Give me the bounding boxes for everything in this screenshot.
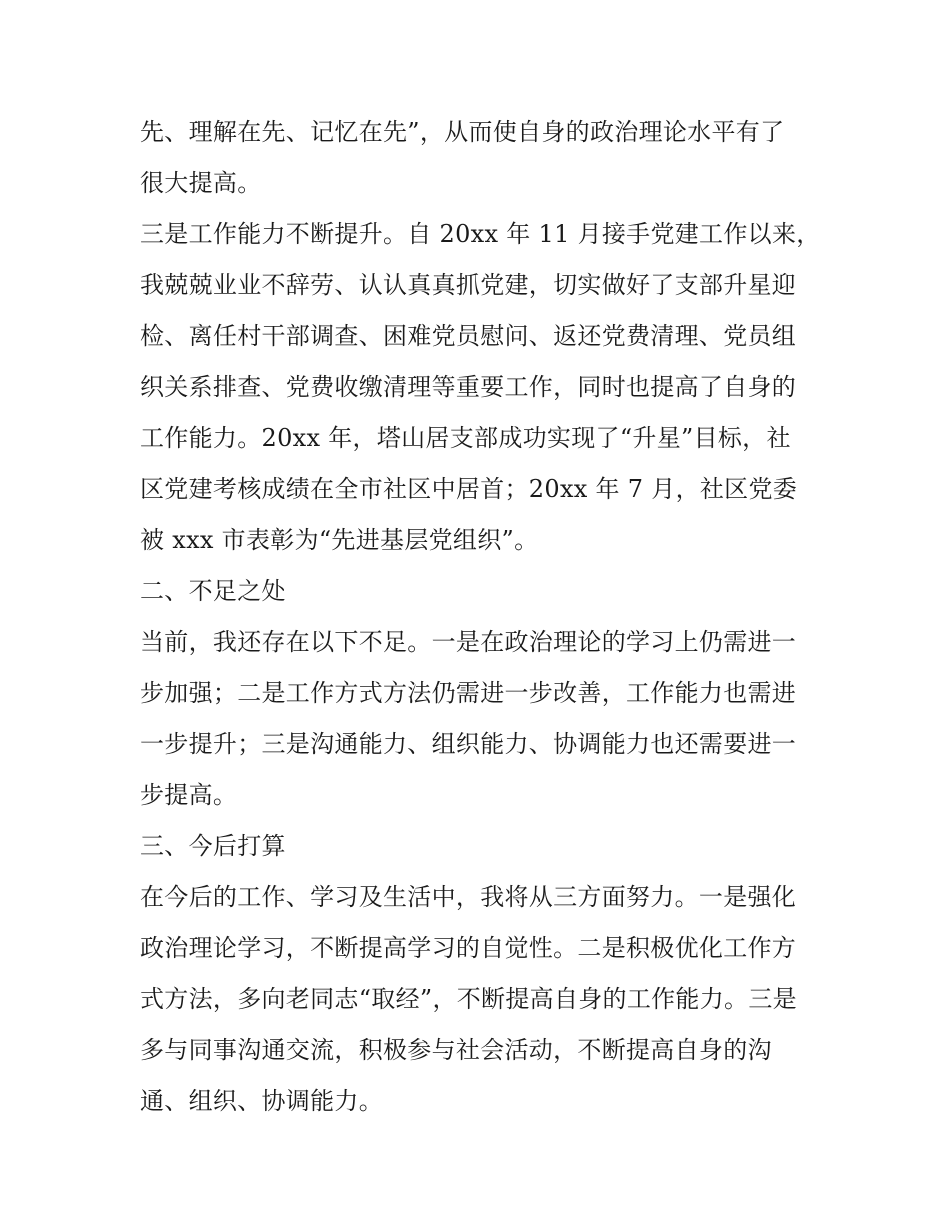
- text-line: 步加强；二是工作方式方法仍需进一步改善，工作能力也需进: [140, 679, 797, 707]
- text-line: 检、离任村干部调查、困难党员慰问、返还党费清理、党员组: [140, 322, 797, 350]
- text-line: 当前，我还存在以下不足。一是在政治理论的学习上仍需进一: [140, 628, 797, 656]
- text-line: 通、组织、协调能力。: [140, 1087, 383, 1115]
- text-line: 三是工作能力不断提升。自 20xx 年 11 月接手党建工作以来，: [140, 220, 821, 248]
- section-heading-shortcomings: 二、不足之处: [140, 577, 286, 605]
- text-line: 先、理解在先、记忆在先”，从而使自身的政治理论水平有了: [140, 118, 785, 146]
- text-line: 步提高。: [140, 781, 238, 809]
- text-line: 在今后的工作、学习及生活中，我将从三方面努力。一是强化: [140, 883, 797, 911]
- text-line: 织关系排查、党费收缴清理等重要工作，同时也提高了自身的: [140, 373, 797, 401]
- text-line: 很大提高。: [140, 169, 262, 197]
- text-line: 政治理论学习，不断提高学习的自觉性。二是积极优化工作方: [140, 934, 797, 962]
- text-line: 工作能力。20xx 年，塔山居支部成功实现了“升星”目标，社: [140, 424, 791, 452]
- text-line: 式方法，多向老同志“取经”，不断提高自身的工作能力。三是: [140, 985, 797, 1013]
- text-line: 多与同事沟通交流，积极参与社会活动，不断提高自身的沟: [140, 1036, 772, 1064]
- section-heading-future-plans: 三、今后打算: [140, 832, 286, 860]
- text-line: 一步提升；三是沟通能力、组织能力、协调能力也还需要进一: [140, 730, 797, 758]
- text-line: 我兢兢业业不辞劳、认认真真抓党建，切实做好了支部升星迎: [140, 271, 797, 299]
- text-line: 被 xxx 市表彰为“先进基层党组织”。: [140, 526, 539, 554]
- text-line: 区党建考核成绩在全市社区中居首；20xx 年 7 月，社区党委: [140, 475, 798, 503]
- document-body: [140, 107, 820, 1127]
